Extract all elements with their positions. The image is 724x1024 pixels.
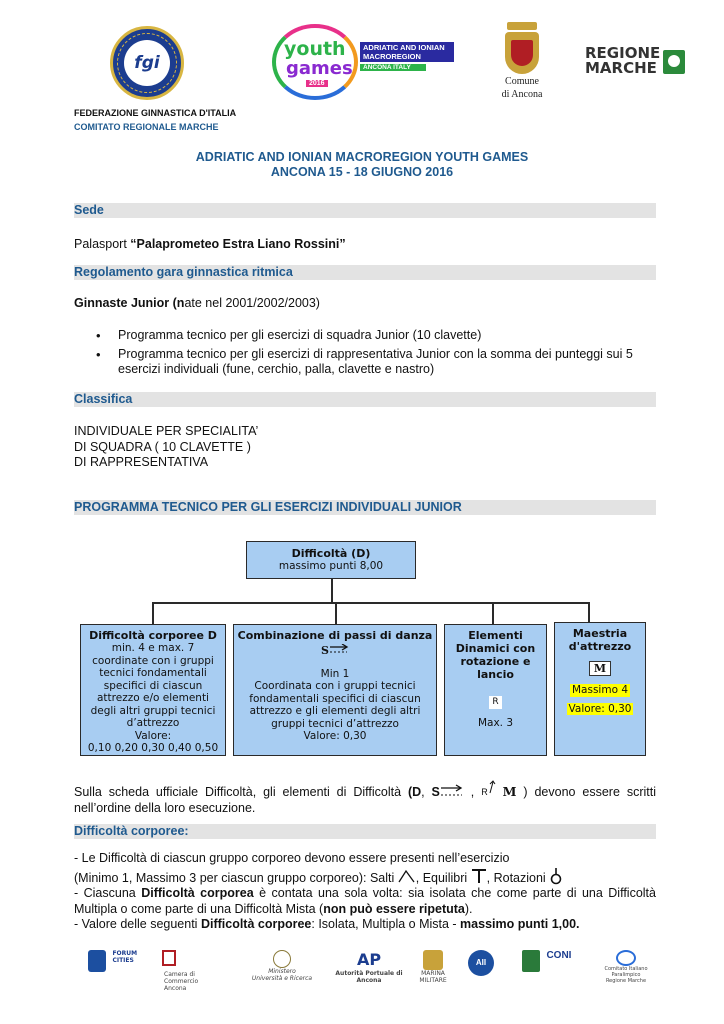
rotation-throw-inline-icon: R bbox=[481, 787, 488, 797]
footer-logo-forum bbox=[88, 950, 146, 990]
camera-commercio-icon bbox=[162, 950, 176, 966]
diagram-box-maestria-valore: Valore: 0,30 bbox=[568, 702, 632, 715]
scheda-paragraph bbox=[74, 780, 656, 816]
diagram-box-corporee-body: min. 4 e max. 7 coordinate con i gruppi tecnici fondamentali specifici di ciascun attrezzo e/o elementi degli altri gruppi tecnici d’attrezzo bbox=[90, 642, 216, 729]
title-line1: ADRIATIC AND IONIAN MACROREGION YOUTH GAMES bbox=[195, 150, 529, 164]
list-item: • Programma tecnico per gli esercizi di rappresentativa Junior con la somma dei punteggi sui 5 esercizi individuali (fune, cerchio, palla, clavette e nastro) bbox=[74, 347, 656, 378]
footer-logo-marina bbox=[414, 950, 452, 990]
footer-logo-aii bbox=[468, 950, 496, 990]
diagram-box-passi-min: Min 1 bbox=[320, 667, 350, 680]
footer-forum-name: FORUM bbox=[112, 950, 138, 957]
footer-aii-name: AII bbox=[468, 950, 494, 976]
classifica-line: DI SQUADRA ( 10 CLAVETTE ) bbox=[74, 439, 251, 454]
diagram-box-maestria-massimo: Massimo 4 bbox=[571, 684, 629, 696]
footer-logo-coni bbox=[522, 950, 582, 990]
footer-paralimpico-sub: Regione Marche bbox=[605, 978, 647, 984]
youth-games-word1: youth bbox=[284, 38, 346, 60]
footer-camera-sub: Ancona bbox=[164, 985, 187, 992]
youth-games-logo bbox=[272, 24, 358, 100]
fgi-logo-ring bbox=[117, 33, 177, 93]
diagram-box-maestria bbox=[554, 622, 646, 756]
diagram-box-dinamici-symbol bbox=[448, 695, 543, 709]
footer-marina-sub: MILITARE bbox=[419, 977, 447, 984]
footer-camera-name: Camera di Commercio bbox=[164, 971, 199, 985]
footer-forum-sub: CITIES bbox=[112, 957, 134, 964]
footer-logo-camera bbox=[162, 950, 226, 990]
diagram-top-box bbox=[246, 541, 416, 579]
comune-shield-icon bbox=[505, 32, 539, 74]
diagram-box-passi-body: Coordinata con i gruppi tecnici fondamentali specifici di ciascun attrezzo e gli elementi degli altri gruppi tecnici d’attrezzo bbox=[249, 680, 421, 730]
scheda-bold-s: S bbox=[431, 785, 440, 799]
section-corporee-heading: Difficoltà corporee: bbox=[74, 824, 656, 839]
footer-logo-paralimpico bbox=[596, 950, 656, 990]
header-logos bbox=[0, 20, 724, 100]
sede-prefix: Palasport bbox=[74, 237, 131, 251]
scheda-text-after: ) devono essere scritti nell’ordine della loro esecuzione. bbox=[74, 785, 656, 815]
apparatus-mastery-inline-icon: M bbox=[502, 784, 517, 799]
corporee-line3-bold: Difficoltà corporea bbox=[141, 886, 254, 900]
scheda-text-before: Sulla scheda ufficiale Difficoltà, gli elementi di Difficoltà bbox=[74, 785, 408, 799]
document-title bbox=[0, 150, 724, 180]
diagram-box-corporee-title: Difficoltà corporee D bbox=[89, 629, 217, 642]
classifica-line: DI RAPPRESENTATIVA bbox=[74, 455, 209, 469]
corporee-line2-c: , Rotazioni bbox=[486, 870, 550, 885]
corporee-paragraph bbox=[74, 851, 656, 933]
corporee-line4-a: - Valore delle seguenti bbox=[74, 917, 201, 931]
footer-ministero-name: Ministero bbox=[268, 968, 296, 975]
corporee-line2-a: (Minimo 1, Massimo 3 per ciascun gruppo corporeo): Salti bbox=[74, 870, 398, 885]
diagram-box-dinamici-max: Max. 3 bbox=[477, 716, 514, 729]
paralimpico-icon bbox=[616, 950, 636, 966]
diagram-connector-horizontal bbox=[152, 602, 588, 604]
diagram-box-passi bbox=[233, 624, 437, 756]
coni-shield-icon bbox=[522, 950, 540, 972]
rotation-arrow-inline-icon bbox=[488, 780, 496, 794]
comune-ancona-logo bbox=[500, 22, 544, 100]
diagram-box-maestria-title: Maestria d'attrezzo bbox=[568, 627, 632, 653]
section-programma-heading: PROGRAMMA TECNICO PER GLI ESERCIZI INDIVIDUALI JUNIOR bbox=[74, 500, 656, 515]
footer-marina-name: MARINA bbox=[421, 970, 445, 977]
diagram-top-title: Difficoltà (D) bbox=[291, 547, 371, 560]
corporee-line3-bold2: non può essere ripetuta bbox=[323, 901, 465, 916]
corporee-line3 bbox=[74, 886, 656, 917]
footer-ap-sub: Autorità Portuale di Ancona bbox=[335, 970, 403, 984]
diagram-box-passi-title: Combinazione di passi di danza bbox=[237, 629, 433, 642]
regolamento-intro bbox=[74, 296, 656, 312]
sede-text bbox=[74, 237, 656, 253]
organization bbox=[74, 106, 236, 134]
regolamento-intro-bold: Ginnaste Junior (n bbox=[74, 296, 185, 310]
youth-games-year: 2016 bbox=[306, 80, 328, 87]
corporee-line4-bold: Difficoltà corporee bbox=[200, 917, 312, 931]
regione-marche-logo bbox=[585, 46, 685, 86]
regolamento-intro-rest: ate nel 2001/2002/2003) bbox=[184, 296, 320, 310]
dance-steps-arrow-inline-icon bbox=[440, 784, 464, 798]
diagram-box-passi-valore: Valore: 0,30 bbox=[303, 730, 367, 742]
diagram-box-passi-symbol bbox=[237, 644, 433, 658]
youth-games-banner-line2: ANCONA ITALY bbox=[360, 64, 426, 71]
youth-games-word2: games bbox=[286, 58, 353, 79]
corporee-line2-b: , Equilibri bbox=[415, 870, 471, 885]
corporee-line3-c: ). bbox=[464, 901, 473, 916]
corporee-line4-b: : Isolata, Multipla o Mista - bbox=[311, 917, 461, 931]
regione-line1: REGIONE bbox=[585, 44, 661, 62]
marina-crest-icon bbox=[423, 950, 443, 970]
regolamento-bullets bbox=[74, 328, 656, 381]
diagram-top-subtitle: massimo punti 8,00 bbox=[278, 560, 384, 572]
classifica-list bbox=[74, 424, 656, 471]
regione-mark-icon bbox=[663, 50, 685, 74]
difficulty-diagram bbox=[70, 527, 656, 771]
footer-paralimpico-name: Comitato Italiano Paralimpico bbox=[604, 966, 648, 978]
diagram-box-corporee-valore: 0,10 0,20 0,30 0,40 0,50 bbox=[87, 742, 219, 754]
corporee-line3-b: è contata una sola volta: sia isolata che come parte di una Difficoltà Multipla o come parte di una Difficoltà Mista ( bbox=[74, 886, 656, 916]
diagram-connector-1 bbox=[152, 602, 154, 624]
scheda-comma1: , bbox=[421, 785, 432, 799]
diagram-box-corporee bbox=[80, 624, 226, 756]
dance-steps-arrow-icon bbox=[329, 644, 349, 654]
diagram-box-maestria-symbol bbox=[558, 661, 642, 676]
diagram-connector-4 bbox=[588, 602, 590, 622]
section-classifica-heading: Classifica bbox=[74, 392, 656, 407]
ministero-emblem-icon bbox=[273, 950, 291, 968]
diagram-box-dinamici bbox=[444, 624, 547, 756]
forum-mark-icon bbox=[88, 950, 106, 972]
sede-venue: “Palaprometeo Estra Liano Rossini” bbox=[130, 237, 346, 251]
section-sede-heading: Sede bbox=[74, 203, 656, 218]
footer-logos bbox=[74, 950, 656, 992]
section-regolamento-heading: Regolamento gara ginnastica ritmica bbox=[74, 265, 656, 280]
fgi-logo bbox=[110, 26, 184, 100]
footer-logo-autorita bbox=[334, 950, 404, 990]
rotation-icon bbox=[549, 867, 563, 885]
footer-logo-ministero bbox=[250, 950, 314, 990]
title-line2: ANCONA 15 - 18 GIUGNO 2016 bbox=[270, 165, 454, 179]
footer-coni-name: CONI bbox=[546, 950, 572, 961]
list-item: • Programma tecnico per gli esercizi di squadra Junior (10 clavette) bbox=[74, 328, 656, 344]
org-line2: COMITATO REGIONALE MARCHE bbox=[74, 122, 219, 132]
footer-ministero-sub: Università e Ricerca bbox=[251, 975, 313, 982]
comune-text-1: Comune bbox=[505, 76, 539, 87]
fgi-logo-text: fgi bbox=[134, 53, 160, 73]
corporee-line4-bold2: massimo punti 1,00. bbox=[460, 917, 580, 931]
corporee-line4 bbox=[74, 917, 656, 933]
footer-ap-name: AP bbox=[356, 950, 382, 969]
apparatus-mastery-m-icon: M bbox=[589, 661, 611, 676]
corporee-line2 bbox=[74, 867, 656, 887]
comune-text-2: di Ancona bbox=[501, 89, 543, 100]
balance-icon bbox=[471, 868, 487, 884]
jump-icon bbox=[398, 869, 416, 883]
diagram-connector-vertical bbox=[331, 579, 333, 603]
corporee-line3-a: - Ciascuna bbox=[74, 886, 142, 900]
diagram-connector-3 bbox=[492, 602, 494, 624]
dance-steps-s-icon: S bbox=[321, 644, 329, 657]
comune-crown-icon bbox=[507, 22, 537, 30]
org-line1: FEDERAZIONE GINNASTICA D'ITALIA bbox=[74, 108, 237, 118]
rotation-throw-r-icon: R bbox=[489, 696, 501, 709]
corporee-line1: - Le Difficoltà di ciascun gruppo corporeo devono essere presenti nell’esercizio bbox=[74, 851, 510, 865]
youth-games-banner bbox=[360, 42, 454, 71]
scheda-comma2: , bbox=[463, 785, 482, 799]
diagram-box-dinamici-title: Elementi Dinamici con rotazione e lancio bbox=[455, 629, 536, 681]
youth-games-banner-line1: ADRIATIC AND IONIAN MACROREGION bbox=[360, 42, 454, 62]
regione-line2: MARCHE bbox=[585, 59, 657, 77]
scheda-bold-d: (D bbox=[407, 785, 422, 799]
diagram-box-corporee-valore-label: Valore: bbox=[134, 729, 172, 742]
classifica-line: INDIVIDUALE PER SPECIALITA’ bbox=[74, 424, 259, 438]
diagram-connector-2 bbox=[335, 602, 337, 624]
